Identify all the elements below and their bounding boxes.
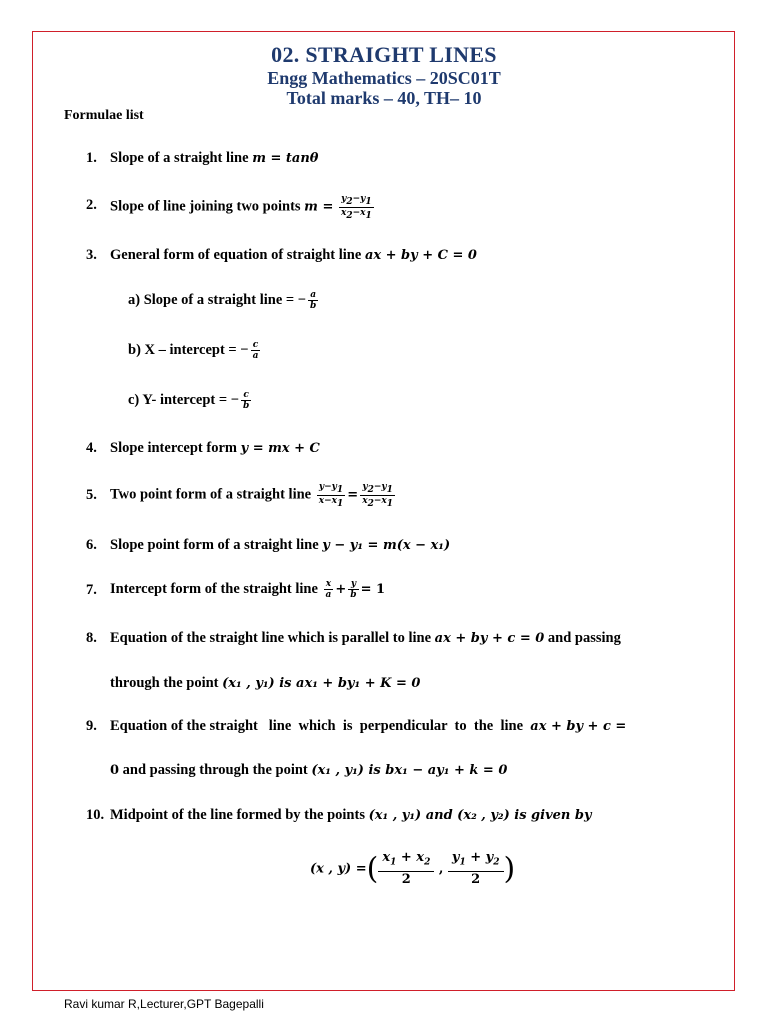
formula-item-5-text: Two point form of a straight line $\frac{y-y_1}{x-x_1}$ = $\frac{y_2-y_1}{x_2-x_1}$ (110, 482, 394, 509)
section-label: Formulae list (64, 108, 144, 123)
formula-item-10-text: Midpoint of the line formed by the points (x₁ , y₁) and (x₂ , y₂) is given by (110, 807, 592, 823)
formula-6: y − y₁ = m(x − x₁) (322, 538, 451, 553)
page-border (32, 31, 735, 991)
formula-item-6-text: Slope point form of a straight line y − y₁ = m(x − x₁) (110, 537, 451, 553)
page-title: 02. STRAIGHT LINES (271, 42, 497, 67)
marks-line: Total marks – 40, TH– 10 (286, 88, 482, 108)
formula-4: y = mx + C (240, 441, 320, 456)
subject-line: Engg Mathematics – 20SC01T (267, 68, 501, 88)
footer-author: Ravi kumar R,Lecturer,GPT Bagepalli (64, 997, 264, 1011)
formula-item-3-text: General form of equation of straight line ax + by + C = 0 (110, 247, 477, 263)
formula-3: ax + by + C = 0 (364, 248, 477, 263)
formula-item-8-line2: through the point (x₁ , y₁) is ax₁ + by₁ + K = 0 (110, 675, 421, 691)
formula-item-2-text: Slope of line joining two points m = $\frac{y_2-y_1}{x_2-x_1}$ (110, 194, 372, 221)
formula-2-fraction: $\frac{y_2-y_1}{x_2-x_1}$ (340, 194, 372, 221)
formula-item-9-text: Equation of the straight line which is perpendicular to the line ax + by + c = (110, 718, 627, 734)
formula-1: m = tanθ (252, 151, 319, 166)
formula-item-9-line2: 0 and passing through the point (x₁ , y₁) is bx₁ − ay₁ + k = 0 (110, 762, 508, 778)
midpoint-formula: (x , y) =( $\frac{x_1 + x_2}{2}$ , $\frac{y_1 + y_2}{2}$ ) (310, 850, 516, 887)
formula-item-4-text: Slope intercept form y = mx + C (110, 440, 320, 456)
subitem-a: a) Slope of a straight line = − $\frac{a}{b}$ (128, 290, 317, 311)
subitem-c: c) Y- intercept = − $\frac{c}{b}$ (128, 390, 250, 411)
subitem-b: b) X – intercept = − $\frac{c}{a}$ (128, 340, 259, 361)
formula-item-8-text: Equation of the straight line which is parallel to line ax + by + c = 0 and passing (110, 630, 621, 646)
formula-item-1-text: Slope of a straight line m = tanθ (110, 150, 319, 166)
formula-item-7-text: Intercept form of the straight line $\frac{x}{a}$ + $\frac{y}{b}$ = 1 (110, 579, 386, 600)
